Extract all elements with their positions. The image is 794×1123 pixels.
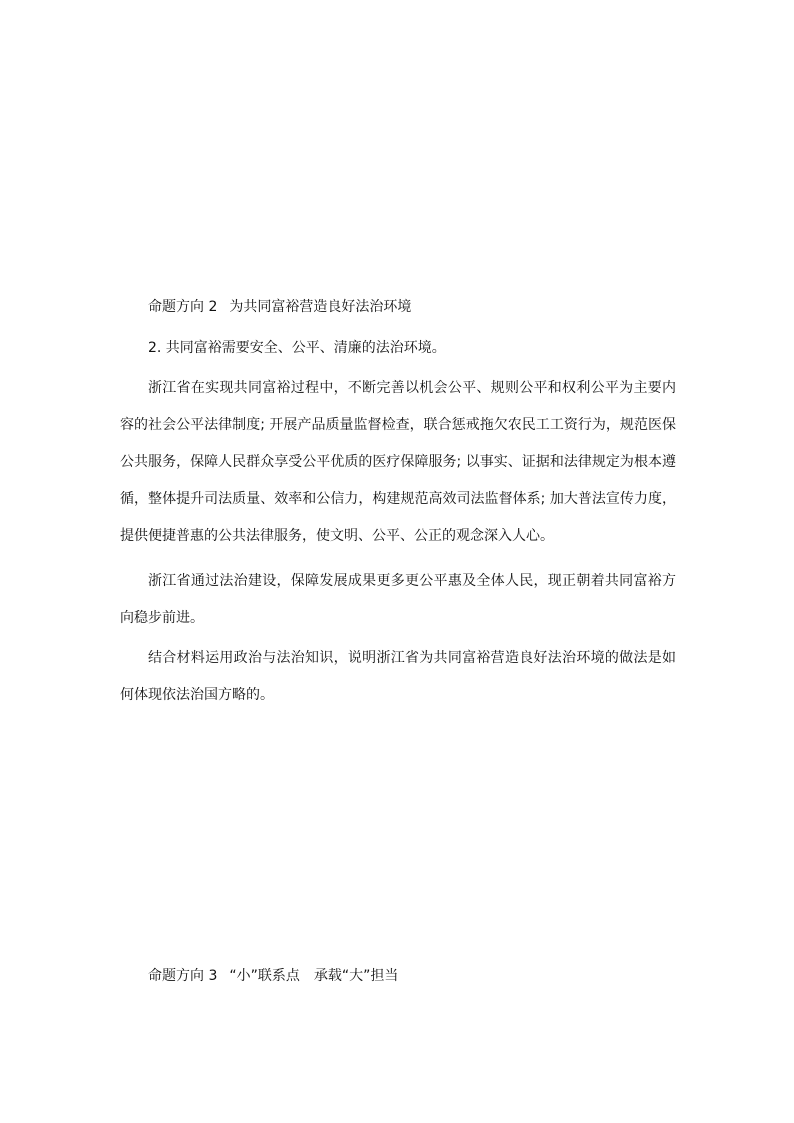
section-2-title: 为共同富裕营造良好法治环境 <box>229 299 412 315</box>
section-2-label: 命题方向 2 <box>148 299 218 315</box>
section-3-heading <box>148 967 398 985</box>
paragraph-2: 浙江省通过法治建设，保障发展成果更多更公平惠及全体人民，现正朝着共同富裕方向稳步前进。 <box>120 573 676 626</box>
paragraph-3: 结合材料运用政治与法治知识，说明浙江省为共同富裕营造良好法治环境的做法是如何体现依法治国方略的。 <box>120 650 676 703</box>
section-3-title: “小”联系点 承载“大”担当 <box>229 968 399 984</box>
section-2-heading <box>148 298 411 316</box>
section-3-label: 命题方向 3 <box>148 968 218 984</box>
item-2-statement: 2. 共同富裕需要安全、公平、清廉的法治环境。 <box>148 340 446 356</box>
paragraph-1: 浙江省在实现共同富裕过程中，不断完善以机会公平、规则公平和权利公平为主要内容的社会公平法律制度; 开展产品质量监督检查，联合惩戒拖欠农民工工资行为，规范医保公共服务，保障人民群众享受公平优质的医疗保障服务; 以事实、证据和法律规定为根本遵循，整体提升司法质量、效率和公信力，构建规范高效司法监督体系; 加大普法宣传力度，提供便捷普惠的公共法律服务，使文明、公平、公正的观念深入人心。 <box>120 380 676 544</box>
